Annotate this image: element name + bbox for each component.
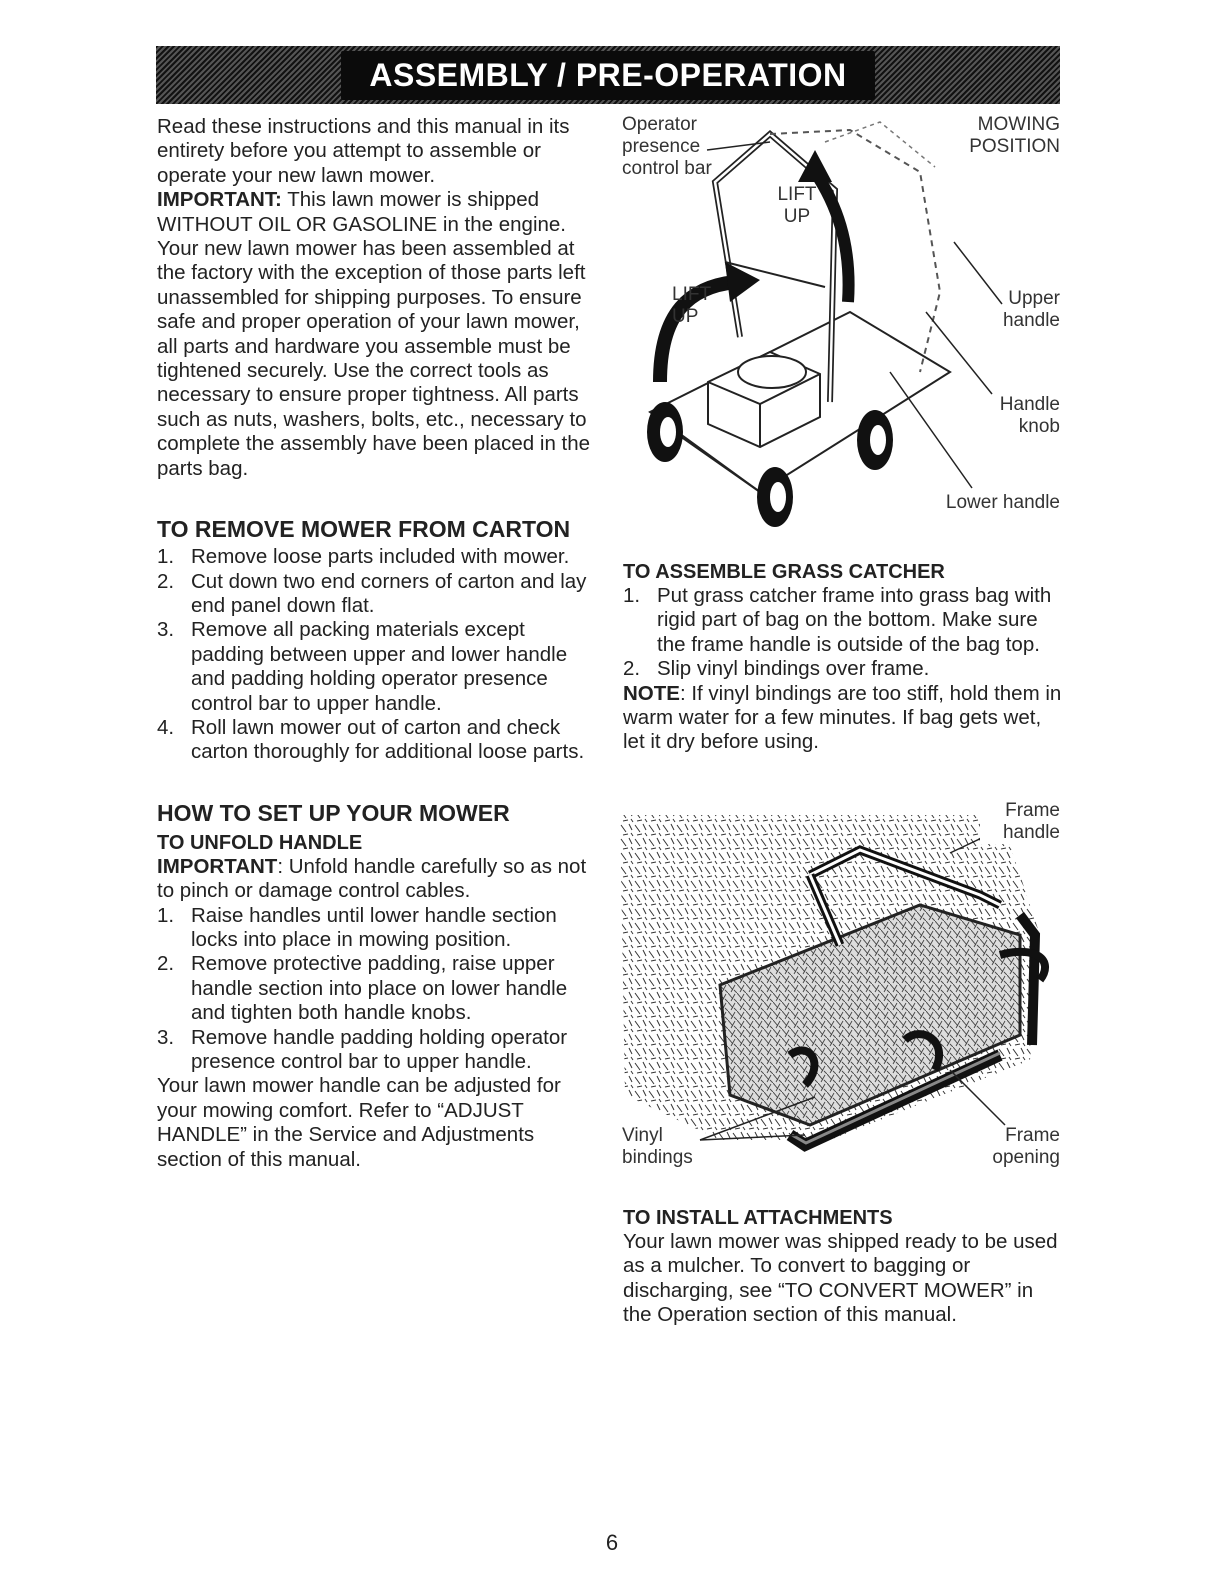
mower-figure (620, 112, 1065, 532)
page-number: 6 (605, 1530, 619, 1555)
list-item: 2. Slip vinyl bindings over frame. (623, 657, 930, 681)
catcher-illustration (620, 795, 1065, 1170)
attachments-section (623, 1206, 1063, 1328)
list-item: 3. Remove handle padding holding operator presence control bar to upper handle. (157, 1025, 568, 1073)
adjust-handle-paragraph: Your lawn mower handle can be adjusted for your mowing comfort. Refer to “ADJUST HANDLE” in the Service and Adjustments section of this manual. (157, 1074, 561, 1171)
attachments-heading: TO INSTALL ATTACHMENTS (623, 1207, 893, 1229)
list-item: 1. Put grass catcher frame into grass bag with rigid part of bag on the bottom. Make sure the frame handle is outside of the bag top. (623, 584, 1052, 656)
catcher-section (623, 560, 1063, 755)
list-item: 4. Roll lawn mower out of carton and check carton thoroughly for additional loose parts. (157, 715, 585, 764)
section-banner (156, 46, 1060, 104)
lift-up-label-1: LIFT UP (777, 184, 817, 227)
catcher-note: NOTE: If vinyl bindings are too stiff, hold them in warm water for a few minutes. If bag gets wet, let it dry before using. (623, 681, 1062, 754)
upper-handle-label: Upper handle (1002, 288, 1060, 331)
handle-knob-label: Handle knob (999, 394, 1060, 437)
list-item: 3. Remove all packing materials except padding between upper and lower handle and padding holding operator presence control bar to upper handle. (157, 618, 568, 715)
important-label: IMPORTANT: (157, 188, 282, 212)
catcher-heading: TO ASSEMBLE GRASS CATCHER (623, 561, 945, 583)
remove-steps (157, 545, 597, 765)
intro-paragraph: Read these instructions and this manual in its entirety before you attempt to assemble or operate your new lawn mower. (157, 115, 570, 187)
list-item: 1. Raise handles until lower handle section locks into place in mowing position. (157, 903, 557, 951)
setup-heading: HOW TO SET UP YOUR MOWER (157, 799, 510, 826)
frame-handle-label: Frame handle (980, 800, 1060, 844)
vinyl-bindings-label: Vinyl bindings (622, 1125, 693, 1168)
important-text: This lawn mower is shipped WITHOUT OIL OR GASOLINE in the engine. (157, 188, 566, 236)
operator-bar-label: Operator presence control bar (622, 114, 712, 179)
catcher-figure (620, 795, 1065, 1170)
list-item: 1. Remove loose parts included with mower. (157, 545, 570, 569)
attachments-text: Your lawn mower was shipped ready to be used as a mulcher. To convert to bagging or discharging, see “TO CONVERT MOWER” in the Operation section of this manual. (623, 1230, 1058, 1327)
page-title: ASSEMBLY / PRE-OPERATION (341, 51, 874, 100)
mowing-position-label: MOWING POSITION (969, 114, 1060, 157)
list-item: 2. Cut down two end corners of carton and lay end panel down flat. (157, 569, 587, 617)
catcher-steps (623, 584, 1063, 682)
left-column (157, 115, 597, 1172)
lift-up-label-2: LIFT UP (672, 284, 711, 327)
unfold-steps (157, 904, 597, 1075)
frame-opening-label: Frame opening (992, 1125, 1060, 1168)
remove-heading: TO REMOVE MOWER FROM CARTON (157, 516, 571, 543)
important-notice (157, 188, 597, 237)
lower-handle-label: Lower handle (945, 492, 1060, 513)
unfold-important: IMPORTANT: Unfold handle carefully so as not to pinch or damage control cables. (157, 854, 587, 903)
unfold-subheading: TO UNFOLD HANDLE (157, 831, 363, 854)
assembly-paragraph: Your new lawn mower has been assembled at the factory with the exception of those parts left unassembled for shipping purposes. To ensure safe and proper operation of your lawn mower, all parts and hardware you assemble must be tightened securely. Use the correct tools as necessary to ensure proper tightness. All parts such as nuts, washers, bolts, etc., necessary to complete the assembly have been placed in the parts bag. (157, 237, 591, 480)
list-item: 2. Remove protective padding, raise upper handle section into place on lower handle and tighten both handle knobs. (157, 952, 568, 1025)
